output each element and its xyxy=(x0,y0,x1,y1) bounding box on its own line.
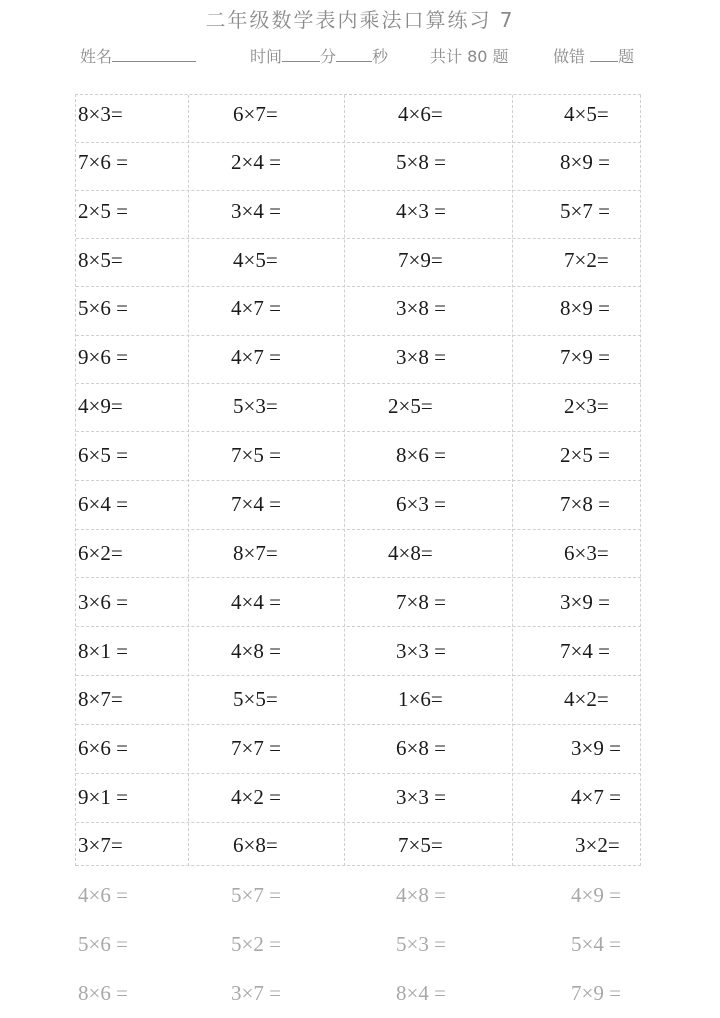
problem-cell: 4×6 = xyxy=(78,883,128,907)
name-label: 姓名 xyxy=(80,47,113,66)
minutes-blank xyxy=(282,47,320,62)
problem-cell: 7×4 = xyxy=(560,639,610,663)
problem-cell: 6×8= xyxy=(233,833,278,857)
grid-row-divider xyxy=(76,865,641,866)
name-field xyxy=(80,44,196,67)
problem-cell: 6×8 = xyxy=(396,736,446,760)
wrong-blank xyxy=(590,47,618,62)
problem-cell: 8×1 = xyxy=(78,639,128,663)
wrong-label: 做错 xyxy=(553,47,586,66)
grid-row-divider xyxy=(76,724,641,725)
seconds-blank xyxy=(336,47,372,62)
problem-cell: 2×3= xyxy=(564,394,609,418)
grid-row-divider xyxy=(76,335,641,336)
problem-cell: 7×6 = xyxy=(78,150,128,174)
grid-row-divider xyxy=(76,286,641,287)
problem-cell: 1×6= xyxy=(398,687,443,711)
problem-cell: 6×3 = xyxy=(396,492,446,516)
problem-cell: 8×4 = xyxy=(396,981,446,1005)
problem-cell: 3×3 = xyxy=(396,785,446,809)
grid-row-divider xyxy=(76,529,641,530)
problem-cell: 3×3 = xyxy=(396,639,446,663)
problem-grid xyxy=(75,94,641,866)
problem-cell: 3×7= xyxy=(78,833,123,857)
minutes-label: 分 xyxy=(320,47,337,66)
wrong-count-field xyxy=(553,44,634,67)
problem-cell: 5×6 = xyxy=(78,296,128,320)
problem-cell: 3×9 = xyxy=(571,736,621,760)
problem-cell: 5×7 = xyxy=(560,199,610,223)
problem-cell: 2×5 = xyxy=(560,443,610,467)
grid-row-divider xyxy=(76,675,641,676)
grid-row-divider xyxy=(76,238,641,239)
grid-row-divider xyxy=(76,431,641,432)
problem-cell: 7×5= xyxy=(398,833,443,857)
problem-cell: 7×8 = xyxy=(560,492,610,516)
problem-cell: 8×3= xyxy=(78,102,123,126)
grid-row-divider xyxy=(76,773,641,774)
problem-cell: 5×6 = xyxy=(78,932,128,956)
problem-cell: 4×7 = xyxy=(571,785,621,809)
problem-cell: 7×9 = xyxy=(571,981,621,1005)
problem-cell: 6×5 = xyxy=(78,443,128,467)
problem-cell: 7×9= xyxy=(398,248,443,272)
problem-cell: 6×7= xyxy=(233,102,278,126)
grid-row-divider xyxy=(76,190,641,191)
problem-cell: 3×6 = xyxy=(78,590,128,614)
grid-row-divider xyxy=(76,480,641,481)
problem-cell: 4×9 = xyxy=(571,883,621,907)
problem-cell: 4×7 = xyxy=(231,345,281,369)
problem-cell: 7×9 = xyxy=(560,345,610,369)
problem-cell: 8×9 = xyxy=(560,150,610,174)
problem-cell: 7×7 = xyxy=(231,736,281,760)
problem-cell: 4×2 = xyxy=(231,785,281,809)
problem-cell: 3×2= xyxy=(575,833,620,857)
grid-row-divider xyxy=(76,822,641,823)
problem-cell: 5×4 = xyxy=(571,932,621,956)
wrong-unit: 题 xyxy=(618,47,635,66)
problem-cell: 5×3= xyxy=(233,394,278,418)
problem-cell: 8×9 = xyxy=(560,296,610,320)
problem-cell: 8×5= xyxy=(78,248,123,272)
problem-cell: 6×2= xyxy=(78,541,123,565)
grid-row-divider xyxy=(76,626,641,627)
problem-cell: 3×8 = xyxy=(396,296,446,320)
name-blank xyxy=(112,47,196,62)
problem-cell: 2×5 = xyxy=(78,199,128,223)
problem-cell: 7×5 = xyxy=(231,443,281,467)
problem-cell: 5×8 = xyxy=(396,150,446,174)
problem-cell: 5×5= xyxy=(233,687,278,711)
problem-cell: 8×7= xyxy=(78,687,123,711)
problem-cell: 4×8 = xyxy=(231,639,281,663)
problem-cell: 8×6 = xyxy=(396,443,446,467)
grid-row-divider xyxy=(76,577,641,578)
time-label: 时间 xyxy=(250,47,283,66)
problem-cell: 4×8 = xyxy=(396,883,446,907)
problem-cell: 4×2= xyxy=(564,687,609,711)
problem-cell: 4×7 = xyxy=(231,296,281,320)
worksheet-title: 二年级数学表内乘法口算练习 7 xyxy=(205,8,515,32)
problem-cell: 4×4 = xyxy=(231,590,281,614)
problem-cell: 5×3 = xyxy=(396,932,446,956)
problem-cell: 4×5= xyxy=(564,102,609,126)
problem-cell: 4×5= xyxy=(233,248,278,272)
problem-cell: 4×9= xyxy=(78,394,123,418)
problem-cell: 9×6 = xyxy=(78,345,128,369)
problem-cell: 7×8 = xyxy=(396,590,446,614)
problem-cell: 2×4 = xyxy=(231,150,281,174)
problem-cell: 5×2 = xyxy=(231,932,281,956)
problem-cell: 9×1 = xyxy=(78,785,128,809)
grid-row-divider xyxy=(76,383,641,384)
problem-cell: 3×4 = xyxy=(231,199,281,223)
seconds-label: 秒 xyxy=(372,47,389,66)
time-field xyxy=(250,44,388,67)
problem-cell: 4×3 = xyxy=(396,199,446,223)
problem-cell: 3×8 = xyxy=(396,345,446,369)
problem-cell: 5×7 = xyxy=(231,883,281,907)
problem-cell: 4×8= xyxy=(388,541,433,565)
total-count: 共计 80 题 xyxy=(430,47,509,66)
problem-cell: 8×6 = xyxy=(78,981,128,1005)
problem-cell: 3×9 = xyxy=(560,590,610,614)
problem-cell: 6×6 = xyxy=(78,736,128,760)
problem-cell: 7×2= xyxy=(564,248,609,272)
problem-cell: 3×7 = xyxy=(231,981,281,1005)
problem-cell: 4×6= xyxy=(398,102,443,126)
grid-row-divider xyxy=(76,142,641,143)
problem-cell: 7×4 = xyxy=(231,492,281,516)
problem-cell: 2×5= xyxy=(388,394,433,418)
problem-cell: 6×3= xyxy=(564,541,609,565)
problem-cell: 8×7= xyxy=(233,541,278,565)
problem-cell: 6×4 = xyxy=(78,492,128,516)
